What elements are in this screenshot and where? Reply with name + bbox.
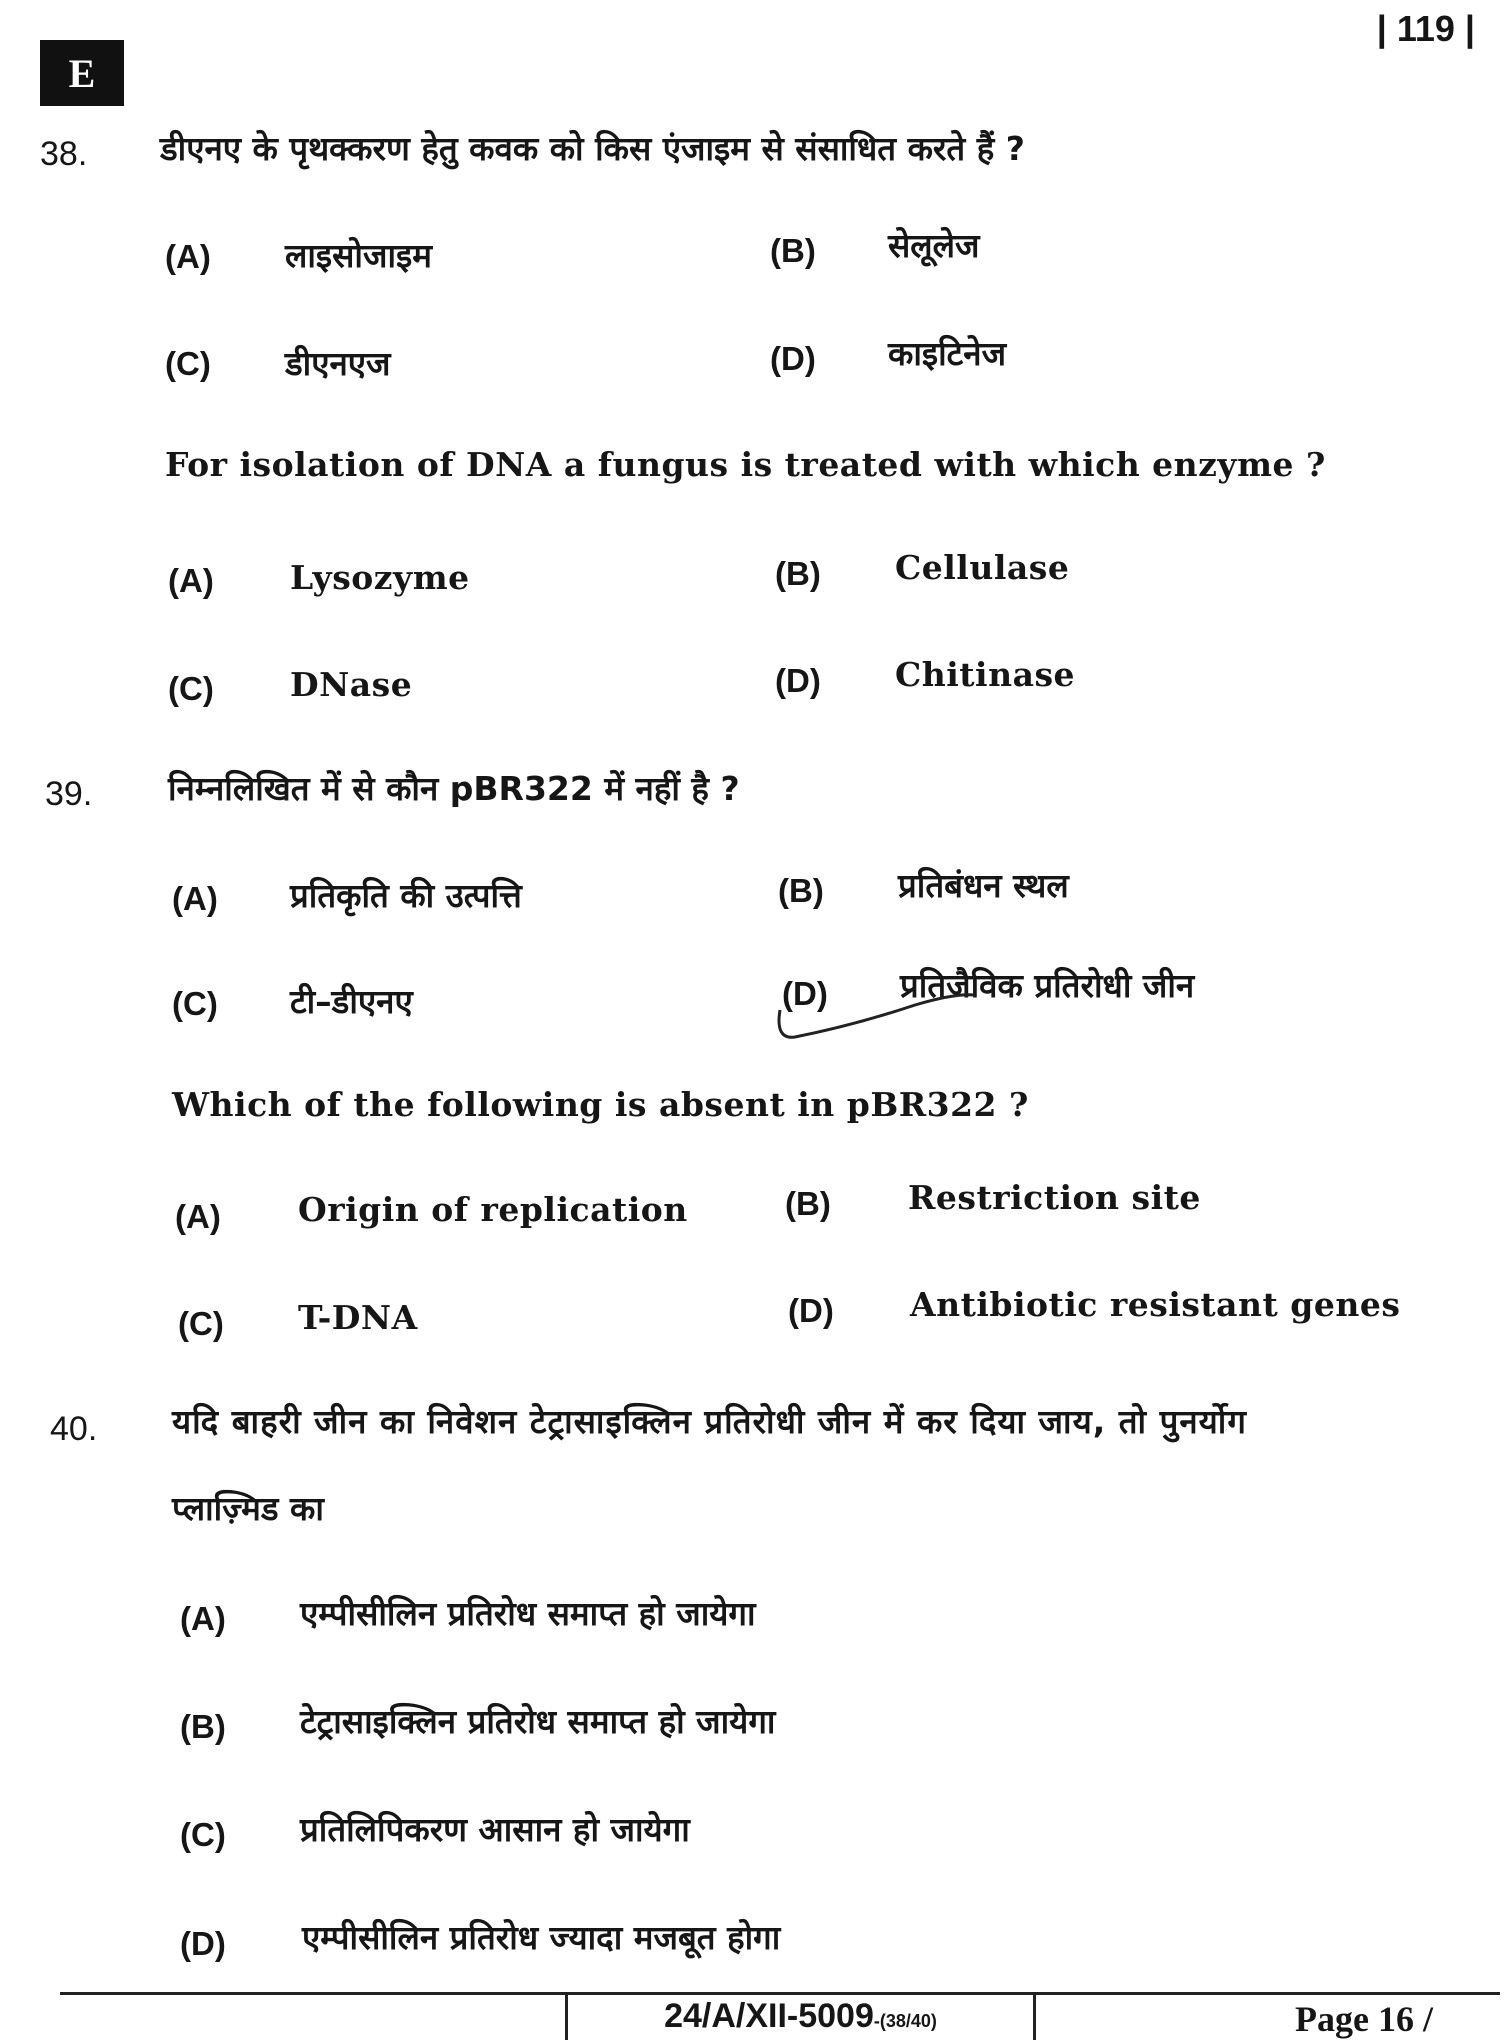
- option-label: (A): [172, 880, 218, 917]
- option-text: Cellulase: [895, 548, 1070, 587]
- option-label: (A): [180, 1600, 226, 1637]
- option-label: (D): [788, 1292, 834, 1329]
- option-label: (B): [180, 1708, 226, 1745]
- question-text-hindi-line2: प्लाज़्मिड का: [172, 1489, 324, 1528]
- question-text-hindi-line1: यदि बाहरी जीन का निवेशन टेट्रासाइक्लिन प्रतिरोधी जीन में कर दिया जाय, तो पुनर्योग: [172, 1402, 1247, 1441]
- question-text-english: For isolation of DNA a fungus is treated with which enzyme ?: [165, 445, 1326, 484]
- option-text: सेलूलेज: [888, 226, 980, 265]
- option-label: (A): [175, 1198, 221, 1235]
- option-label: (D): [775, 662, 821, 699]
- option-label: (D): [770, 340, 816, 377]
- option-text: Antibiotic resistant genes: [910, 1285, 1401, 1324]
- paper-code-suffix: -(38/40): [873, 2011, 937, 2031]
- option-label: (C): [180, 1816, 226, 1853]
- set-badge: E: [40, 40, 124, 106]
- option-label: (C): [165, 345, 211, 382]
- question-text-hindi: डीएनए के पृथक्करण हेतु कवक को किस एंजाइम से संसाधित करते हैं ?: [160, 129, 1025, 168]
- option-label: (B): [785, 1185, 831, 1222]
- option-text: लाइसोजाइम: [285, 236, 432, 275]
- page-marker: | 119 |: [1376, 8, 1475, 49]
- option-text: DNase: [290, 665, 413, 704]
- option-text: Lysozyme: [290, 558, 470, 597]
- question-number: 38.: [40, 135, 88, 173]
- option-label: (B): [778, 872, 824, 909]
- option-label: (C): [168, 670, 214, 707]
- paper-code: [565, 1995, 1036, 2040]
- option-text: प्रतिबंधन स्थल: [898, 866, 1069, 905]
- option-text: T-DNA: [298, 1298, 418, 1337]
- option-text: Origin of replication: [298, 1190, 688, 1229]
- option-text: एम्पीसीलिन प्रतिरोध समाप्त हो जायेगा: [300, 1594, 756, 1633]
- page-number: Page 16 /: [1295, 1999, 1433, 2039]
- question-number: 40.: [50, 1410, 98, 1448]
- option-text: Chitinase: [895, 655, 1076, 694]
- option-label: (C): [178, 1305, 224, 1342]
- option-text: काइटिनेज: [888, 334, 1007, 373]
- option-label: (D): [782, 975, 828, 1012]
- paper-code-text: 24/A/XII-5009: [664, 1997, 874, 2035]
- option-label: (A): [168, 562, 214, 599]
- option-label: (C): [172, 985, 218, 1022]
- option-label: (B): [775, 555, 821, 592]
- option-text: प्रतिकृति की उत्पत्ति: [290, 876, 522, 915]
- question-text-hindi: निम्नलिखित में से कौन pBR322 में नहीं है ?: [168, 769, 740, 808]
- option-text: Restriction site: [908, 1178, 1201, 1217]
- option-text: एम्पीसीलिन प्रतिरोध ज्यादा मजबूत होगा: [302, 1918, 781, 1957]
- option-label: (A): [165, 238, 211, 275]
- option-label: (B): [770, 232, 816, 269]
- option-text: डीएनएज: [285, 344, 391, 383]
- question-text-english: Which of the following is absent in pBR322 ?: [172, 1085, 1029, 1124]
- option-label: (D): [180, 1925, 226, 1962]
- option-text: प्रतिजैविक प्रतिरोधी जीन: [900, 966, 1195, 1005]
- question-number: 39.: [45, 775, 93, 813]
- handwritten-tick-mark: [775, 985, 1075, 1055]
- option-text: टी–डीएनए: [290, 982, 413, 1021]
- option-text: टेट्रासाइक्लिन प्रतिरोध समाप्त हो जायेगा: [300, 1702, 776, 1741]
- option-text: प्रतिलिपिकरण आसान हो जायेगा: [300, 1810, 690, 1849]
